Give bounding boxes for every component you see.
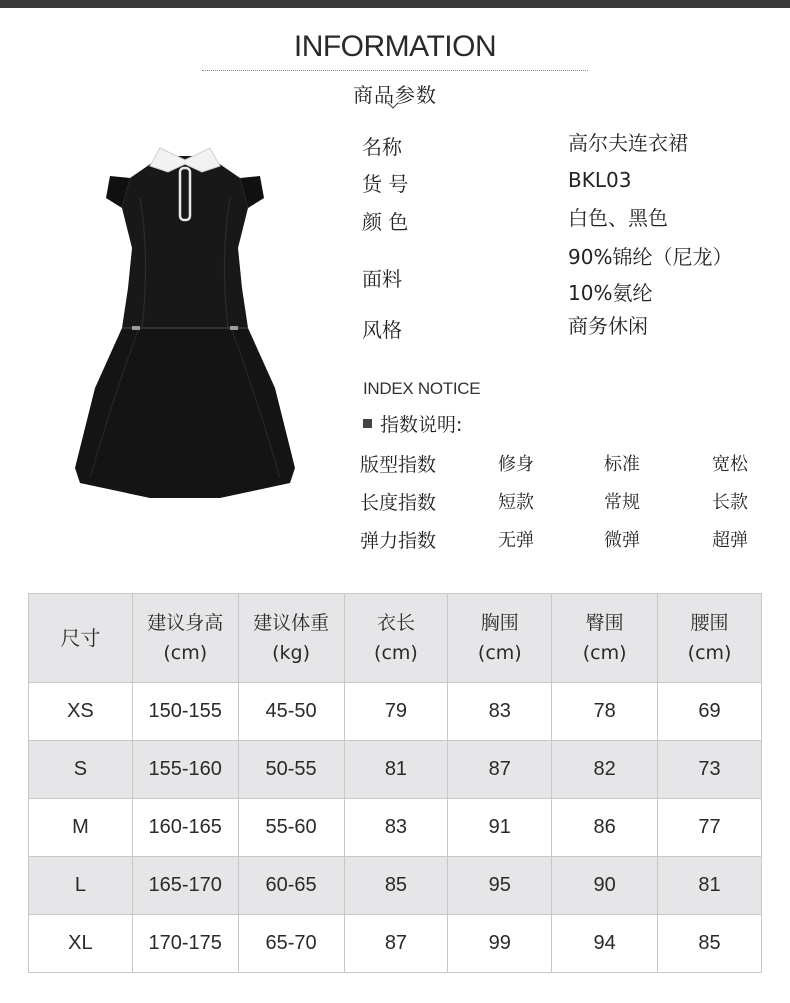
table-header-cell: 尺寸 <box>29 594 133 683</box>
table-header-cell: 建议身高 (cm) <box>132 594 238 683</box>
table-cell: 77 <box>658 799 762 857</box>
index-title-en: INDEX NOTICE <box>363 379 481 398</box>
table-cell: 45-50 <box>238 683 344 741</box>
param-label: 风格 <box>362 318 402 342</box>
bullet-square-icon <box>363 419 372 428</box>
table-cell: 82 <box>552 741 658 799</box>
table-cell: 50-55 <box>238 741 344 799</box>
top-bar <box>0 0 790 8</box>
param-label: 名称 <box>362 135 402 159</box>
table-cell: XL <box>29 915 133 973</box>
table-row <box>29 683 762 741</box>
table-cell: 69 <box>658 683 762 741</box>
param-value-2: 10%氨纶 <box>568 281 653 305</box>
table-cell: 79 <box>344 683 448 741</box>
param-value: 90%锦纶（尼龙） <box>568 245 733 269</box>
table-header-cell: 衣长 (cm) <box>344 594 448 683</box>
table-cell: 55-60 <box>238 799 344 857</box>
index-label: 版型指数 <box>360 454 437 476</box>
section-title-en: INFORMATION <box>293 30 497 63</box>
index-row-stretch <box>0 526 790 556</box>
table-cell: 165-170 <box>132 857 238 915</box>
param-label: 颜 色 <box>362 210 409 234</box>
table-cell: 91 <box>448 799 552 857</box>
param-value: BKL03 <box>568 168 632 192</box>
table-cell: 83 <box>448 683 552 741</box>
index-option: 常规 <box>604 492 640 513</box>
index-option: 短款 <box>498 492 534 513</box>
table-cell: M <box>29 799 133 857</box>
table-cell: 150-155 <box>132 683 238 741</box>
index-option: 修身 <box>498 454 534 475</box>
table-cell: 86 <box>552 799 658 857</box>
index-option: 长款 <box>712 492 748 513</box>
table-cell: 81 <box>658 857 762 915</box>
table-cell: 90 <box>552 857 658 915</box>
index-title-zh <box>363 410 462 437</box>
table-cell: L <box>29 857 133 915</box>
table-row <box>29 915 762 973</box>
index-label: 弹力指数 <box>360 530 437 552</box>
table-header-cell: 胸围 (cm) <box>448 594 552 683</box>
index-label: 长度指数 <box>360 492 437 514</box>
table-cell: 95 <box>448 857 552 915</box>
table-cell: 78 <box>552 683 658 741</box>
index-option: 超弹 <box>712 530 748 551</box>
table-cell: 160-165 <box>132 799 238 857</box>
table-cell: 83 <box>344 799 448 857</box>
table-cell: 60-65 <box>238 857 344 915</box>
title-divider <box>202 70 588 71</box>
index-row-fit <box>0 450 790 480</box>
table-cell: 81 <box>344 741 448 799</box>
table-cell: 73 <box>658 741 762 799</box>
table-cell: 170-175 <box>132 915 238 973</box>
table-row <box>29 857 762 915</box>
table-cell: S <box>29 741 133 799</box>
table-row <box>29 741 762 799</box>
table-header-row <box>29 594 762 683</box>
table-cell: 85 <box>344 857 448 915</box>
index-title-zh-text: 指数说明: <box>380 414 463 436</box>
table-cell: 87 <box>448 741 552 799</box>
param-value: 商务休闲 <box>568 314 648 338</box>
index-option: 微弹 <box>604 530 640 551</box>
section-title-zh: 商品参数 <box>353 83 437 107</box>
param-label: 面料 <box>362 267 402 291</box>
size-table <box>28 593 762 973</box>
index-option: 无弹 <box>498 530 534 551</box>
table-cell: 85 <box>658 915 762 973</box>
table-cell: 155-160 <box>132 741 238 799</box>
table-cell: 94 <box>552 915 658 973</box>
table-row <box>29 799 762 857</box>
index-option: 标准 <box>604 454 640 475</box>
param-value: 高尔夫连衣裙 <box>568 131 688 155</box>
table-header-cell: 臀围 (cm) <box>552 594 658 683</box>
param-value: 白色、黑色 <box>568 206 668 230</box>
index-option: 宽松 <box>712 454 748 475</box>
param-label: 货 号 <box>362 172 409 196</box>
table-cell: 99 <box>448 915 552 973</box>
table-header-cell: 建议体重 (kg) <box>238 594 344 683</box>
table-cell: 65-70 <box>238 915 344 973</box>
table-cell: XS <box>29 683 133 741</box>
table-cell: 87 <box>344 915 448 973</box>
table-header-cell: 腰围 (cm) <box>658 594 762 683</box>
index-row-length <box>0 488 790 518</box>
